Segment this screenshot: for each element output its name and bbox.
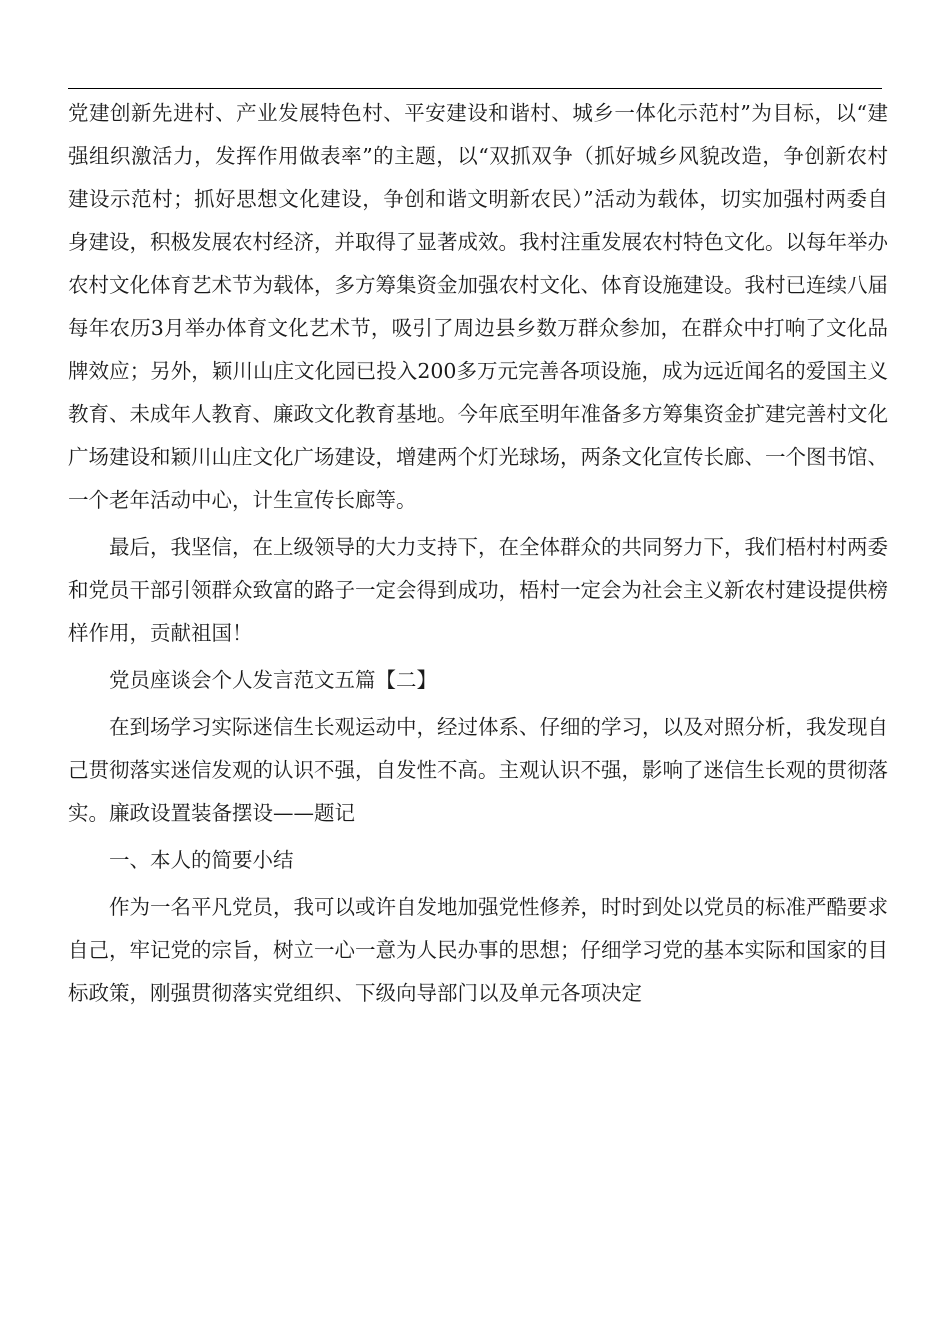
paragraph-conclusion: 最后，我坚信，在上级领导的大力支持下，在全体群众的共同努力下，我们梧村村两委和党员干部引领群众致富的路子一定会得到成功，梧村一定会为社会主义新农村建设提供榜样作用，贡献祖国！ bbox=[68, 535, 888, 645]
header-rule bbox=[68, 88, 882, 89]
section-heading-two: 党员座谈会个人发言范文五篇【二】 bbox=[109, 668, 437, 692]
paragraph-intro: 在到场学习实际迷信生长观运动中，经过体系、仔细的学习，以及对照分析，我发现自己贯彻落实迷信发观的认识不强，自发性不高。主观认识不强，影响了迷信生长观的贯彻落实。廉政设置装备摆设——题记 bbox=[68, 715, 888, 825]
paragraph-summary: 作为一名平凡党员，我可以或许自发地加强党性修养，时时到处以党员的标准严酷要求自己，牢记党的宗旨，树立一心一意为人民办事的思想；仔细学习党的基本实际和国家的目标政策，刚强贯彻落实党组织、下级向导部门以及单元各项决定 bbox=[68, 895, 888, 1005]
subsection-heading-summary: 一、本人的简要小结 bbox=[109, 848, 294, 872]
document-body bbox=[68, 92, 888, 1015]
paragraph-village-culture: 党建创新先进村、产业发展特色村、平安建设和谐村、城乡一体化示范村”为目标，以“建强组织激活力，发挥作用做表率”的主题，以“双抓双争（抓好城乡风貌改造，争创新农村建设示范村；抓好思想文化建设，争创和谐文明新农民）”活动为载体，切实加强村两委自身建设，积极发展农村经济，并取得了显著成效。我村注重发展农村特色文化。以每年举办农村文化体育艺术节为载体，多方筹集资金加强农村文化、体育设施建设。我村已连续八届每年农历3月举办体育文化艺术节，吸引了周边县乡数万群众参加，在群众中打响了文化品牌效应；另外，颖川山庄文化园已投入200多万元完善各项设施，成为远近闻名的爱国主义教育、未成年人教育、廉政文化教育基地。今年底至明年准备多方筹集资金扩建完善村文化广场建设和颖川山庄文化广场建设，增建两个灯光球场，两条文化宣传长廊、一个图书馆、一个老年活动中心，计生宣传长廊等。 bbox=[68, 101, 888, 512]
